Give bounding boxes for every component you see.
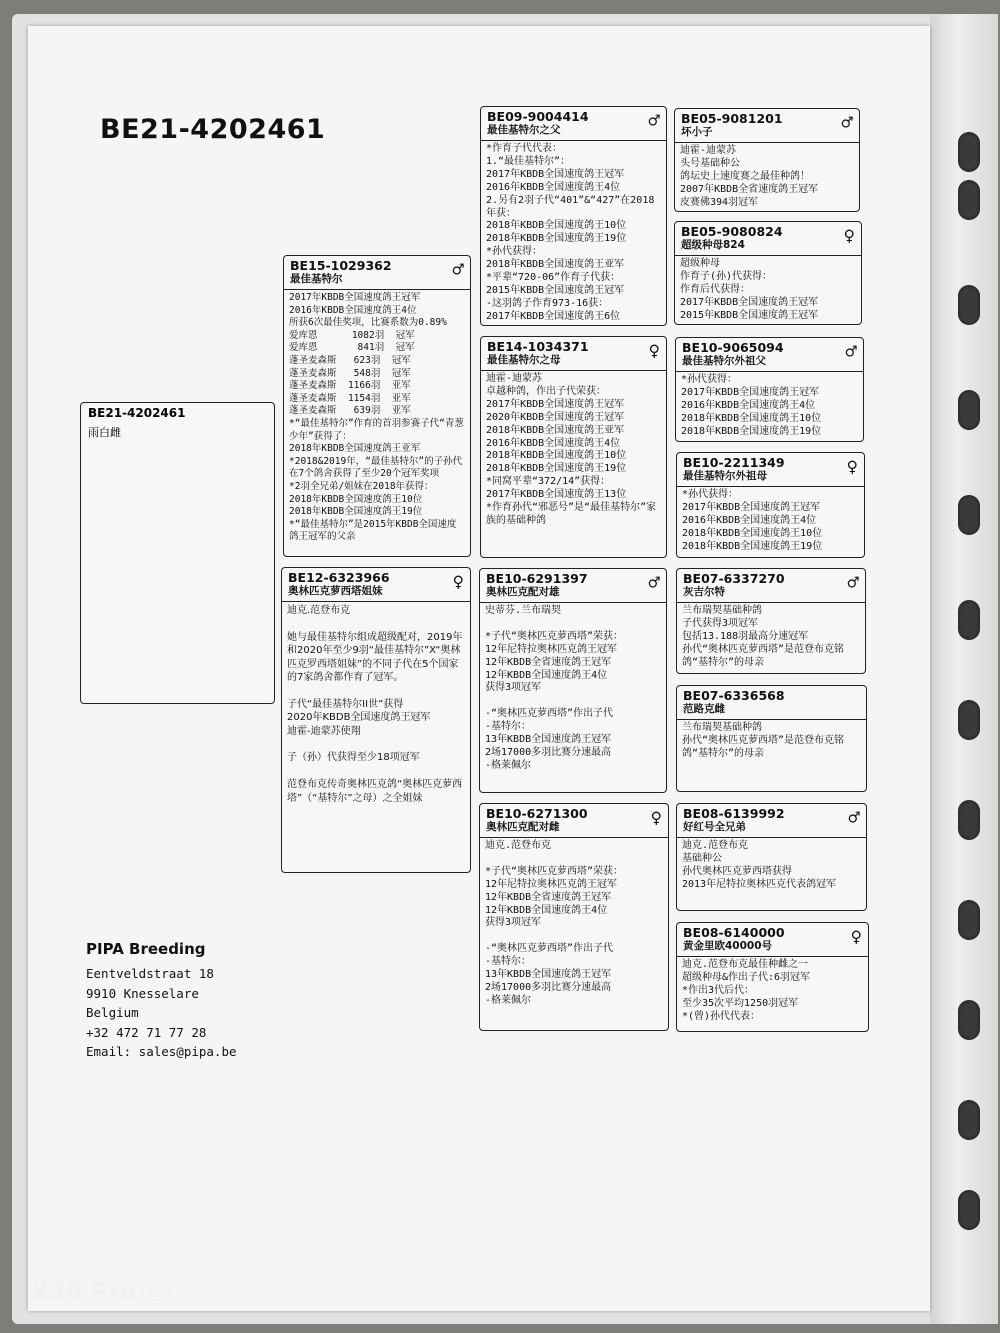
ring-number: BE10-6291397 [486,571,588,586]
female-icon: ♀ [846,456,858,478]
pigeon-name: 奥林匹克配对雌 [486,821,560,833]
ring-number: BE07-6337270 [683,571,785,586]
pigeon-notes: 迪霍-迪蒙苏 卓越种鸽，作出子代荣获： 2017年KBDB全国速度鸽王冠军 2020年KBDB全国速度鸽王冠军 2018年KBDB全国速度鸽王亚军 2016年KBDB全国速度鸽王4位 2018年KBDB全国速度鸽王10位 2018年KBDB全国速度鸽王19位 *同窝平辈“372/14”获得： 2017年KBDB全国速度鸽王13位 *作育孙代“邪恶号”是“最佳基特尔”家族的基础种鸽 [486,373,657,526]
pigeon-notes: *孙代获得： 2017年KBDB全国速度鸽王冠军 2016年KBDB全国速度鸽王4位 2018年KBDB全国速度鸽王10位 2018年KBDB全国速度鸽王19位 [682,489,823,552]
pigeon-notes: 兰布瑞契基础种鸽 子代获得3项冠军 包括13.188羽最高分速冠军 孙代“奥林匹克萝西塔”是范登布克铭鸽“基特尔”的母亲 [682,605,845,668]
camera-watermark [32,1280,170,1305]
binder-hole [958,600,980,640]
ss-sire-box [674,108,860,212]
sd-dam-box [676,452,865,558]
address-city: 9910 Knesselare [86,985,199,1001]
root-pigeon-box [80,402,275,704]
dam-box [281,567,471,873]
ring-number: BE14-1034371 [487,339,589,354]
dam-sire-box [479,568,667,793]
ring-number: BE05-9081201 [681,111,783,126]
camera-brand: X30 Pro [32,1280,137,1305]
address-country: Belgium [86,1005,139,1020]
page-title: BE21-4202461 [100,114,326,145]
female-icon: ♀ [850,926,862,948]
network-badge: 5G [142,1287,169,1300]
binder-hole [958,900,980,940]
male-icon: ♂ [845,341,857,363]
pigeon-name: 最佳基特尔之父 [487,124,561,136]
pigeon-name: 最佳基特尔 [290,273,343,285]
ring-number: BE10-9065094 [682,340,784,355]
ring-number: BE08-6140000 [683,925,785,940]
sire-dam-box [480,336,667,558]
female-icon: ♀ [843,225,855,247]
sire-sire-box [480,106,667,326]
pigeon-notes: 兰布瑞契基础种鸽 孙代“奥林匹克萝西塔”是范登布克铭鸽“基特尔”的母亲 [682,722,845,759]
ds-sire-box [676,568,866,674]
ds-dam-box [676,685,867,792]
pigeon-name: 黄金里欧40000号 [683,940,773,952]
pigeon-notes: *作育子代代表： 1.“最佳基特尔”： 2017年KBDB全国速度鸽王冠军 2016年KBDB全国速度鸽王4位 2.另有2羽子代“401”&“427”在2018年获： 2018年KBDB全国速度鸽王10位 2018年KBDB全国速度鸽王19位 *孙代获得： 2018年KBDB全国速度鸽王亚军 *平辈“720-06”作育子代获： 2015年KBDB全国速度鸽王冠军 -这羽鸽子作育973-16获： 2017年KBDB全国速度鸽王6位 [486,143,655,322]
male-icon: ♂ [848,807,860,829]
pigeon-notes: 超级种母 作育子(孙)代获得： 作育后代获得： 2017年KBDB全国速度鸽王冠军 2015年KBDB全国速度鸽王冠军 [680,258,819,321]
dd-sire-box [676,803,867,911]
male-icon: ♂ [452,259,464,281]
dam-dam-box [479,803,669,1031]
pigeon-notes: 迪克.范登布克 *子代“奥林匹克萝西塔”荣获： 12年尼特拉奥林匹克鸽王冠军 12年KBDB全省速度鸽王冠军 12年KBDB全国速度鸽王4位 获得3项冠军 -“奥林匹克萝西塔”作出子代 -基特尔： 13年KBDB全国速度鸽王冠军 2场17000多羽比赛分速最高 -格莱佩尔 [485,840,624,1006]
binder-hole [958,1000,980,1040]
pigeon-name: 最佳基特尔之母 [487,354,561,366]
pigeon-name: 坏小子 [681,126,713,138]
company-name: PIPA Breeding [86,940,206,958]
sd-sire-box [675,337,864,442]
ring-number: BE08-6139992 [683,806,785,821]
male-icon: ♂ [648,572,660,594]
pigeon-notes: 2017年KBDB全国速度鸽王冠军 2016年KBDB全国速度鸽王4位 所获6次最佳奖项，比赛系数为0.89% 爱库恩 1082羽 冠军 爱库恩 841羽 冠军 蓬圣麦森斯 623羽 冠军 蓬圣麦森斯 548羽 冠军 蓬圣麦森斯 1166羽 亚军 蓬圣麦森斯 1154羽 亚军 蓬圣麦森斯 639羽 亚军 *“最佳基特尔”作育的首羽参赛子代“青葱少年”获得了： 2018年KBDB全国速度鸽王亚军 *2018&2019年，“最佳基特尔”的子孙代在7个鸽舍获得了至少20个冠军奖项 *2羽全兄弟/姐妹在2018年获得： 2018年KBDB全国速度鸽王10位 2018年KBDB全国速度鸽王19位 *“最佳基特尔”是2015年KBDB全国速度鸽王冠军的父亲 [289,292,464,543]
pigeon-name: 奥林匹克萝西塔姐妹 [288,585,383,597]
female-icon: ♀ [650,807,662,829]
dd-dam-box [676,922,869,1032]
male-icon: ♂ [841,112,853,134]
ring-number: BE10-6271300 [486,806,588,821]
binder-hole [958,390,980,430]
binder-hole [958,700,980,740]
pigeon-name: 灰吉尔特 [683,586,725,598]
binder-hole [958,285,980,325]
pigeon-name: 好红号全兄弟 [683,821,746,833]
pigeon-notes: 迪克.范登布克 基础种公 孙代奥林匹克萝西塔获得 2013年尼特拉奥林匹克代表鸽冠军 [682,840,837,890]
contact-block [86,940,237,1062]
female-icon: ♀ [452,571,464,593]
ring-number: BE09-9004414 [487,109,589,124]
pigeon-notes: 史蒂芬.兰布瑞契 *子代“奥林匹克萝西塔”荣获： 12年尼特拉奥林匹克鸽王冠军 12年KBDB全省速度鸽王冠军 12年KBDB全国速度鸽王4位 获得3项冠军 -“奥林匹克萝西塔”作出子代 -基特尔： 13年KBDB全国速度鸽王冠军 2场17000多羽比赛分速最高 -格莱佩尔 [485,605,624,771]
ring-number: BE21-4202461 [88,406,186,420]
pigeon-notes: 迪克.范登布克最佳种雌之一 超级种母&作出子代:6羽冠军 *作出3代后代： 至少35次平均1250羽冠军 *(曾)孙代代表： [682,959,811,1022]
binder-hole [958,132,980,172]
pigeon-name: 范路克雌 [683,703,725,715]
ring-number: BE12-6323966 [288,570,390,585]
pigeon-notes: 迪克.范登布克 她与最佳基特尔组成超级配对，2019年和2020年至少9羽“最佳基特尔”X“奥林匹克罗西塔姐妹”的不同子代在5个国家的7家鸽舍都作育了冠军。 子代“最佳基特尔II世”获得 2020年KBDB全国速度鸽王冠军 迪霍-迪蒙苏使翔 子（孙）代获得至少18项冠军 范登布克传奇奥林匹克鸽“奥林匹克萝西塔”（“基特尔”之母）之全姐妹 [287,605,463,804]
pigeon-notes: *孙代获得： 2017年KBDB全国速度鸽王冠军 2016年KBDB全国速度鸽王4位 2018年KBDB全国速度鸽王10位 2018年KBDB全国速度鸽王19位 [681,374,822,437]
ring-number: BE07-6336568 [683,688,785,703]
male-icon: ♂ [847,572,859,594]
email-address: Email: sales@pipa.be [86,1044,237,1059]
pigeon-name: 最佳基特尔外祖母 [683,470,767,482]
male-icon: ♂ [648,110,660,132]
ring-number: BE10-2211349 [683,455,785,470]
ring-number: BE15-1029362 [290,258,392,273]
binder-hole [958,1190,980,1230]
ring-number: BE05-9080824 [681,224,783,239]
binder-hole [958,1100,980,1140]
pigeon-notes: 迪霍-迪蒙苏 头号基础种公 鸽坛史上速度赛之最佳种鸽！ 2007年KBDB全省速度鸽王冠军 皮赛佛394羽冠军 [680,145,819,208]
binder-hole [958,800,980,840]
pigeon-name: 超级种母824 [681,239,745,251]
female-icon: ♀ [648,340,660,362]
pigeon-name: 最佳基特尔外祖父 [682,355,766,367]
sire-box [283,255,471,557]
binder-hole [958,495,980,535]
phone-number: +32 472 71 77 28 [86,1024,207,1040]
ss-dam-box [674,221,862,325]
binder-hole [958,180,980,220]
pigeon-name: 雨白雌 [88,426,121,439]
address-street: Eentveldstraat 18 [86,966,214,981]
pigeon-name: 奥林匹克配对雄 [486,586,560,598]
